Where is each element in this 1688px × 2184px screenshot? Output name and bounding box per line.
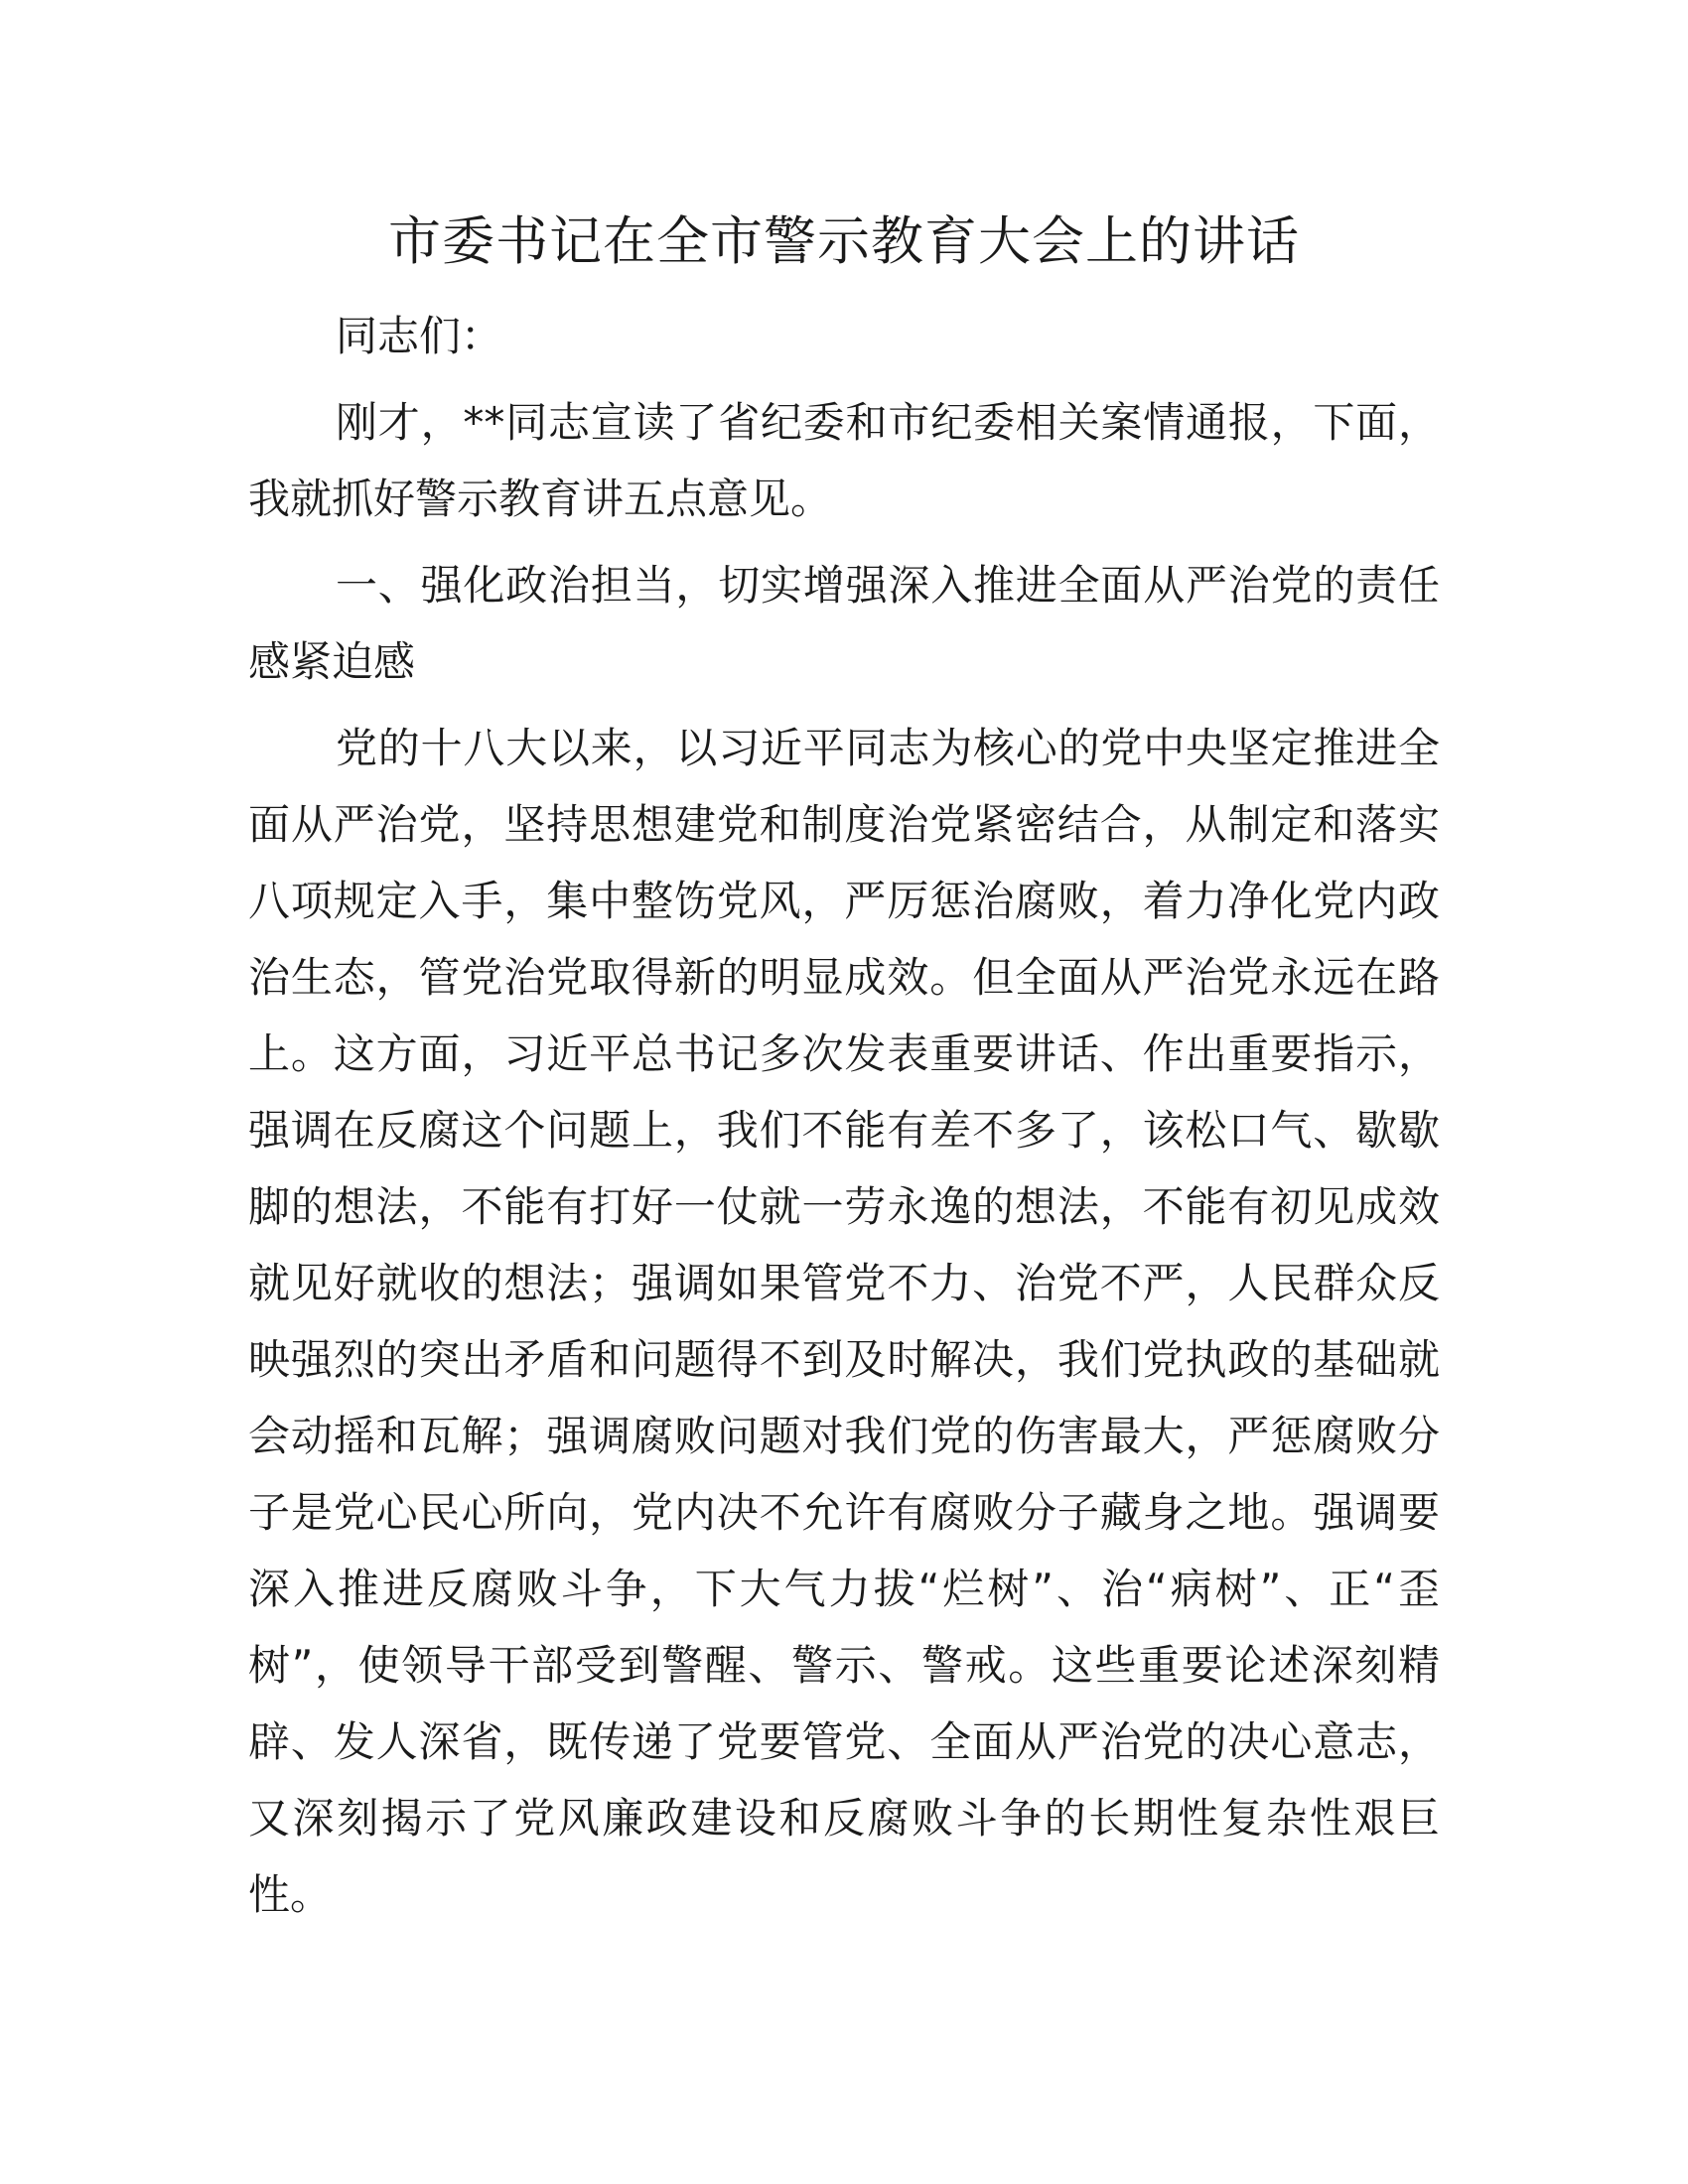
document-title: 市委书记在全市警示教育大会上的讲话 xyxy=(388,211,1300,272)
section-heading: 一、强化政治担当，切实增强深入推进全面从严治党的责任感紧迫感 xyxy=(248,561,1440,686)
body-paragraph: 党的十八大以来，以习近平同志为核心的党中央坚定推进全面从严治党，坚持思想建党和制度治党紧密结合，从制定和落实八项规定入手，集中整饬党风，严厉惩治腐败，着力净化党内政治生态，管党治党取得新的明显成效。但全面从严治党永远在路上。这方面，习近平总书记多次发表重要讲话、作出重要指示，强调在反腐这个问题上，我们不能有差不多了，该松口气、歇歇脚的想法，不能有打好一仗就一劳永逸的想法，不能有初见成效就见好就收的想法；强调如果管党不力、治党不严，人民群众反映强烈的突出矛盾和问题得不到及时解决，我们党执政的基础就会动摇和瓦解；强调腐败问题对我们党的伤害最大，严惩腐败分子是党心民心所向，党内决不允许有腐败分子藏身之地。强调要深入推进反腐败斗争，下大气力拔“烂树”、治“病树”、正“歪树”，使领导干部受到警醒、警示、警戒。这些重要论述深刻精辟、发人深省，既传递了党要管党、全面从严治党的决心意志，又深刻揭示了党风廉政建设和反腐败斗争的长期性复杂性艰巨性。 xyxy=(248,724,1440,1919)
intro-paragraph: 刚才，**同志宣读了省纪委和市纪委相关案情通报，下面，我就抓好警示教育讲五点意见。 xyxy=(248,398,1440,523)
salutation: 同志们： xyxy=(336,312,503,360)
document-body xyxy=(248,298,1440,1943)
